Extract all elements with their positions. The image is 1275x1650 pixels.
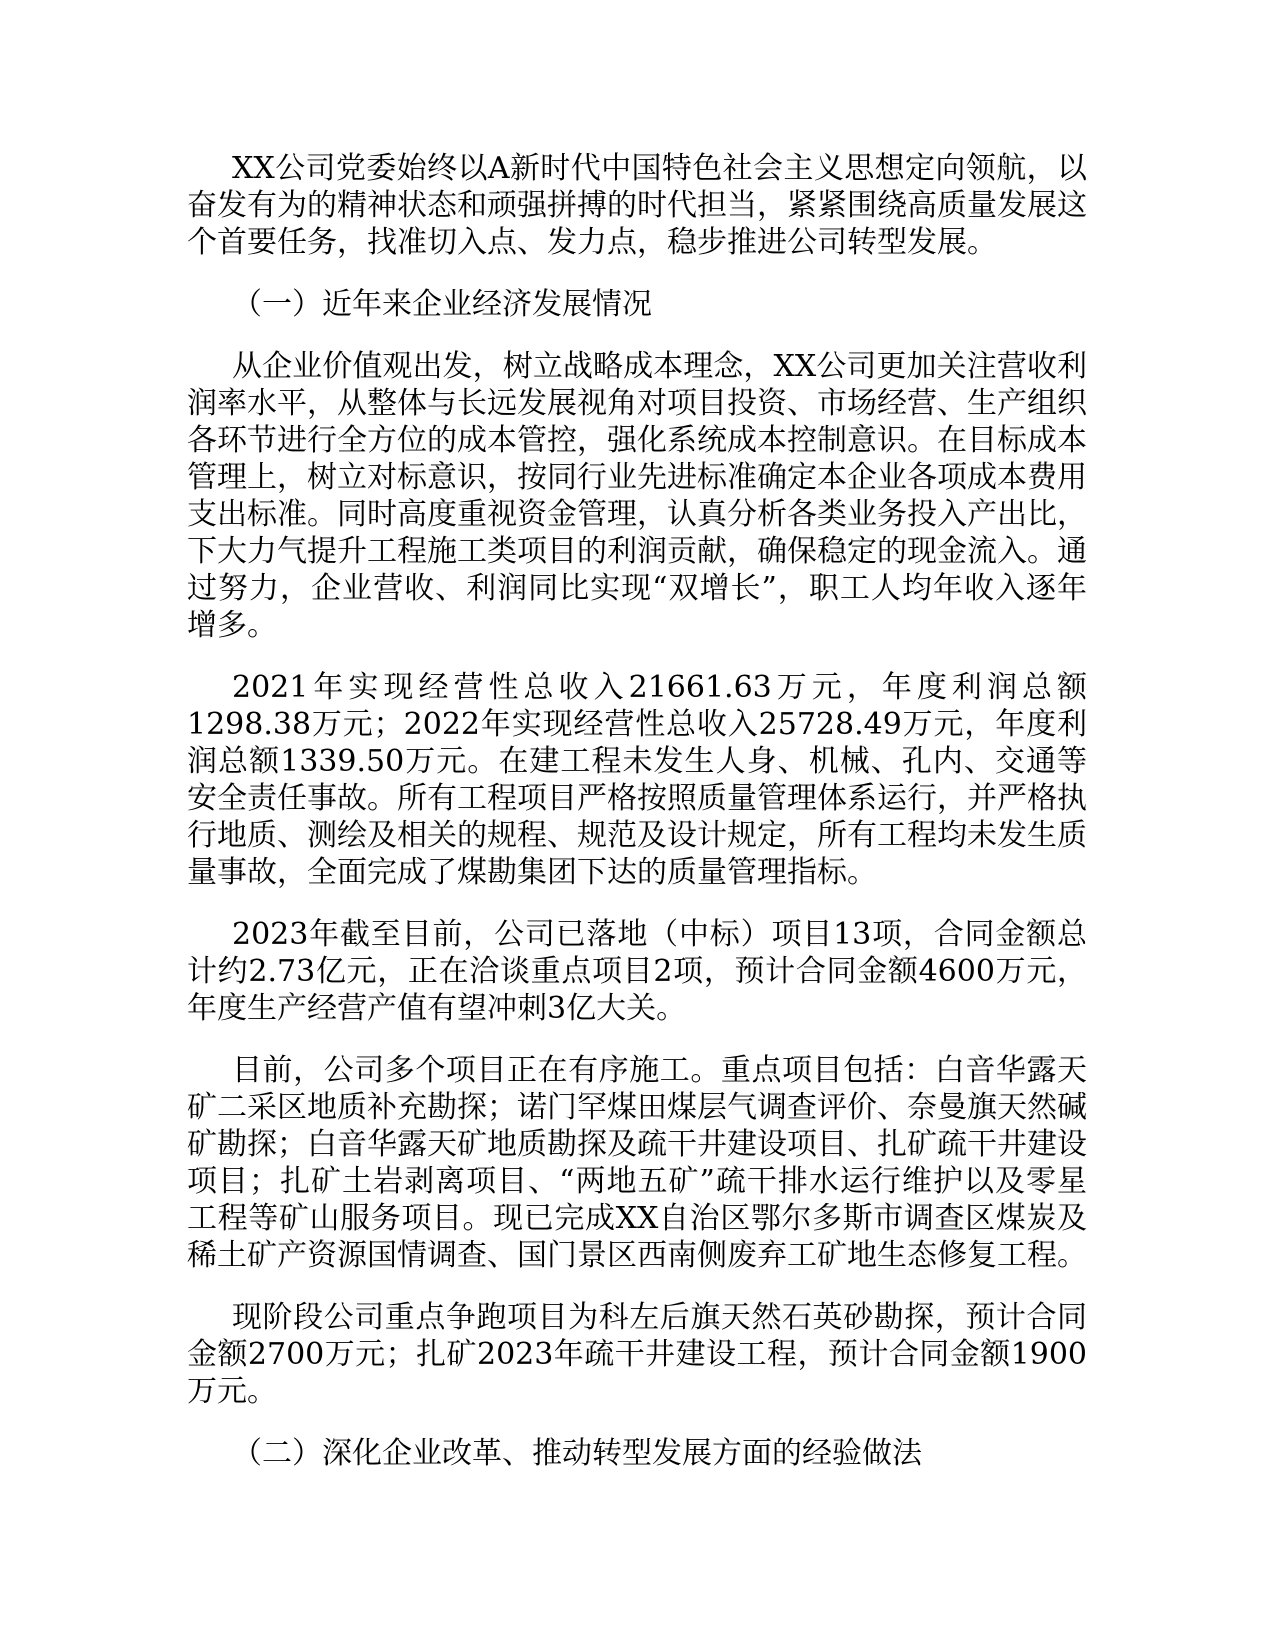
paragraph-projects-2023: 2023年截至目前，公司已落地（中标）项目13项，合同金额总计约2.73亿元，正在洽谈重点项目2项，预计合同金额4600万元，年度生产经营产值有望冲刺3亿大关。 [187,917,1087,1026]
section-heading-1: （一）近年来企业经济发展情况 [232,287,652,322]
paragraph-intro: XX公司党委始终以A新时代中国特色社会主义思想定向领航，以奋发有为的精神状态和顽强拼搏的时代担当，紧紧围绕高质量发展这个首要任务，找准切入点、发力点，稳步推进公司转型发展。 [187,151,1087,260]
paragraph-current-projects: 目前，公司多个项目正在有序施工。重点项目包括：白音华露天矿二采区地质补充勘探；诺门罕煤田煤层气调查评价、奈曼旗天然碱矿勘探；白音华露天矿地质勘探及疏干井建设项目、扎矿疏干井建设项目；扎矿土岩剥离项目、“两地五矿”疏干排水运行维护以及零星工程等矿山服务项目。现已完成XX自治区鄂尔多斯市调查区煤炭及稀土矿产资源国情调查、国门景区西南侧废弃工矿地生态修复工程。 [187,1053,1087,1273]
paragraph-key-bids: 现阶段公司重点争跑项目为科左后旗天然石英砂勘探，预计合同金额2700万元；扎矿2023年疏干井建设工程，预计合同金额1900万元。 [187,1300,1087,1409]
document-page [187,150,1087,1497]
paragraph-revenue-2021-2022: 2021年实现经营性总收入21661.63万元，年度利润总额1298.38万元；2022年实现经营性总收入25728.49万元，年度利润总额1339.50万元。在建工程未发生人身、机械、孔内、交通等安全责任事故。所有工程项目严格按照质量管理体系运行，并严格执行地质、测绘及相关的规程、规范及设计规定，所有工程均未发生质量事故，全面完成了煤勘集团下达的质量管理指标。 [187,670,1087,890]
section-heading-2: （二）深化企业改革、推动转型发展方面的经验做法 [232,1436,922,1471]
paragraph-cost-management: 从企业价值观出发，树立战略成本理念，XX公司更加关注营收利润率水平，从整体与长远发展视角对项目投资、市场经营、生产组织各环节进行全方位的成本管控，强化系统成本控制意识。在目标成本管理上，树立对标意识，按同行业先进标准确定本企业各项成本费用支出标准。同时高度重视资金管理，认真分析各类业务投入产出比，下大力气提升工程施工类项目的利润贡献，确保稳定的现金流入。通过努力，企业营收、利润同比实现“双增长”，职工人均年收入逐年增多。 [187,349,1087,643]
